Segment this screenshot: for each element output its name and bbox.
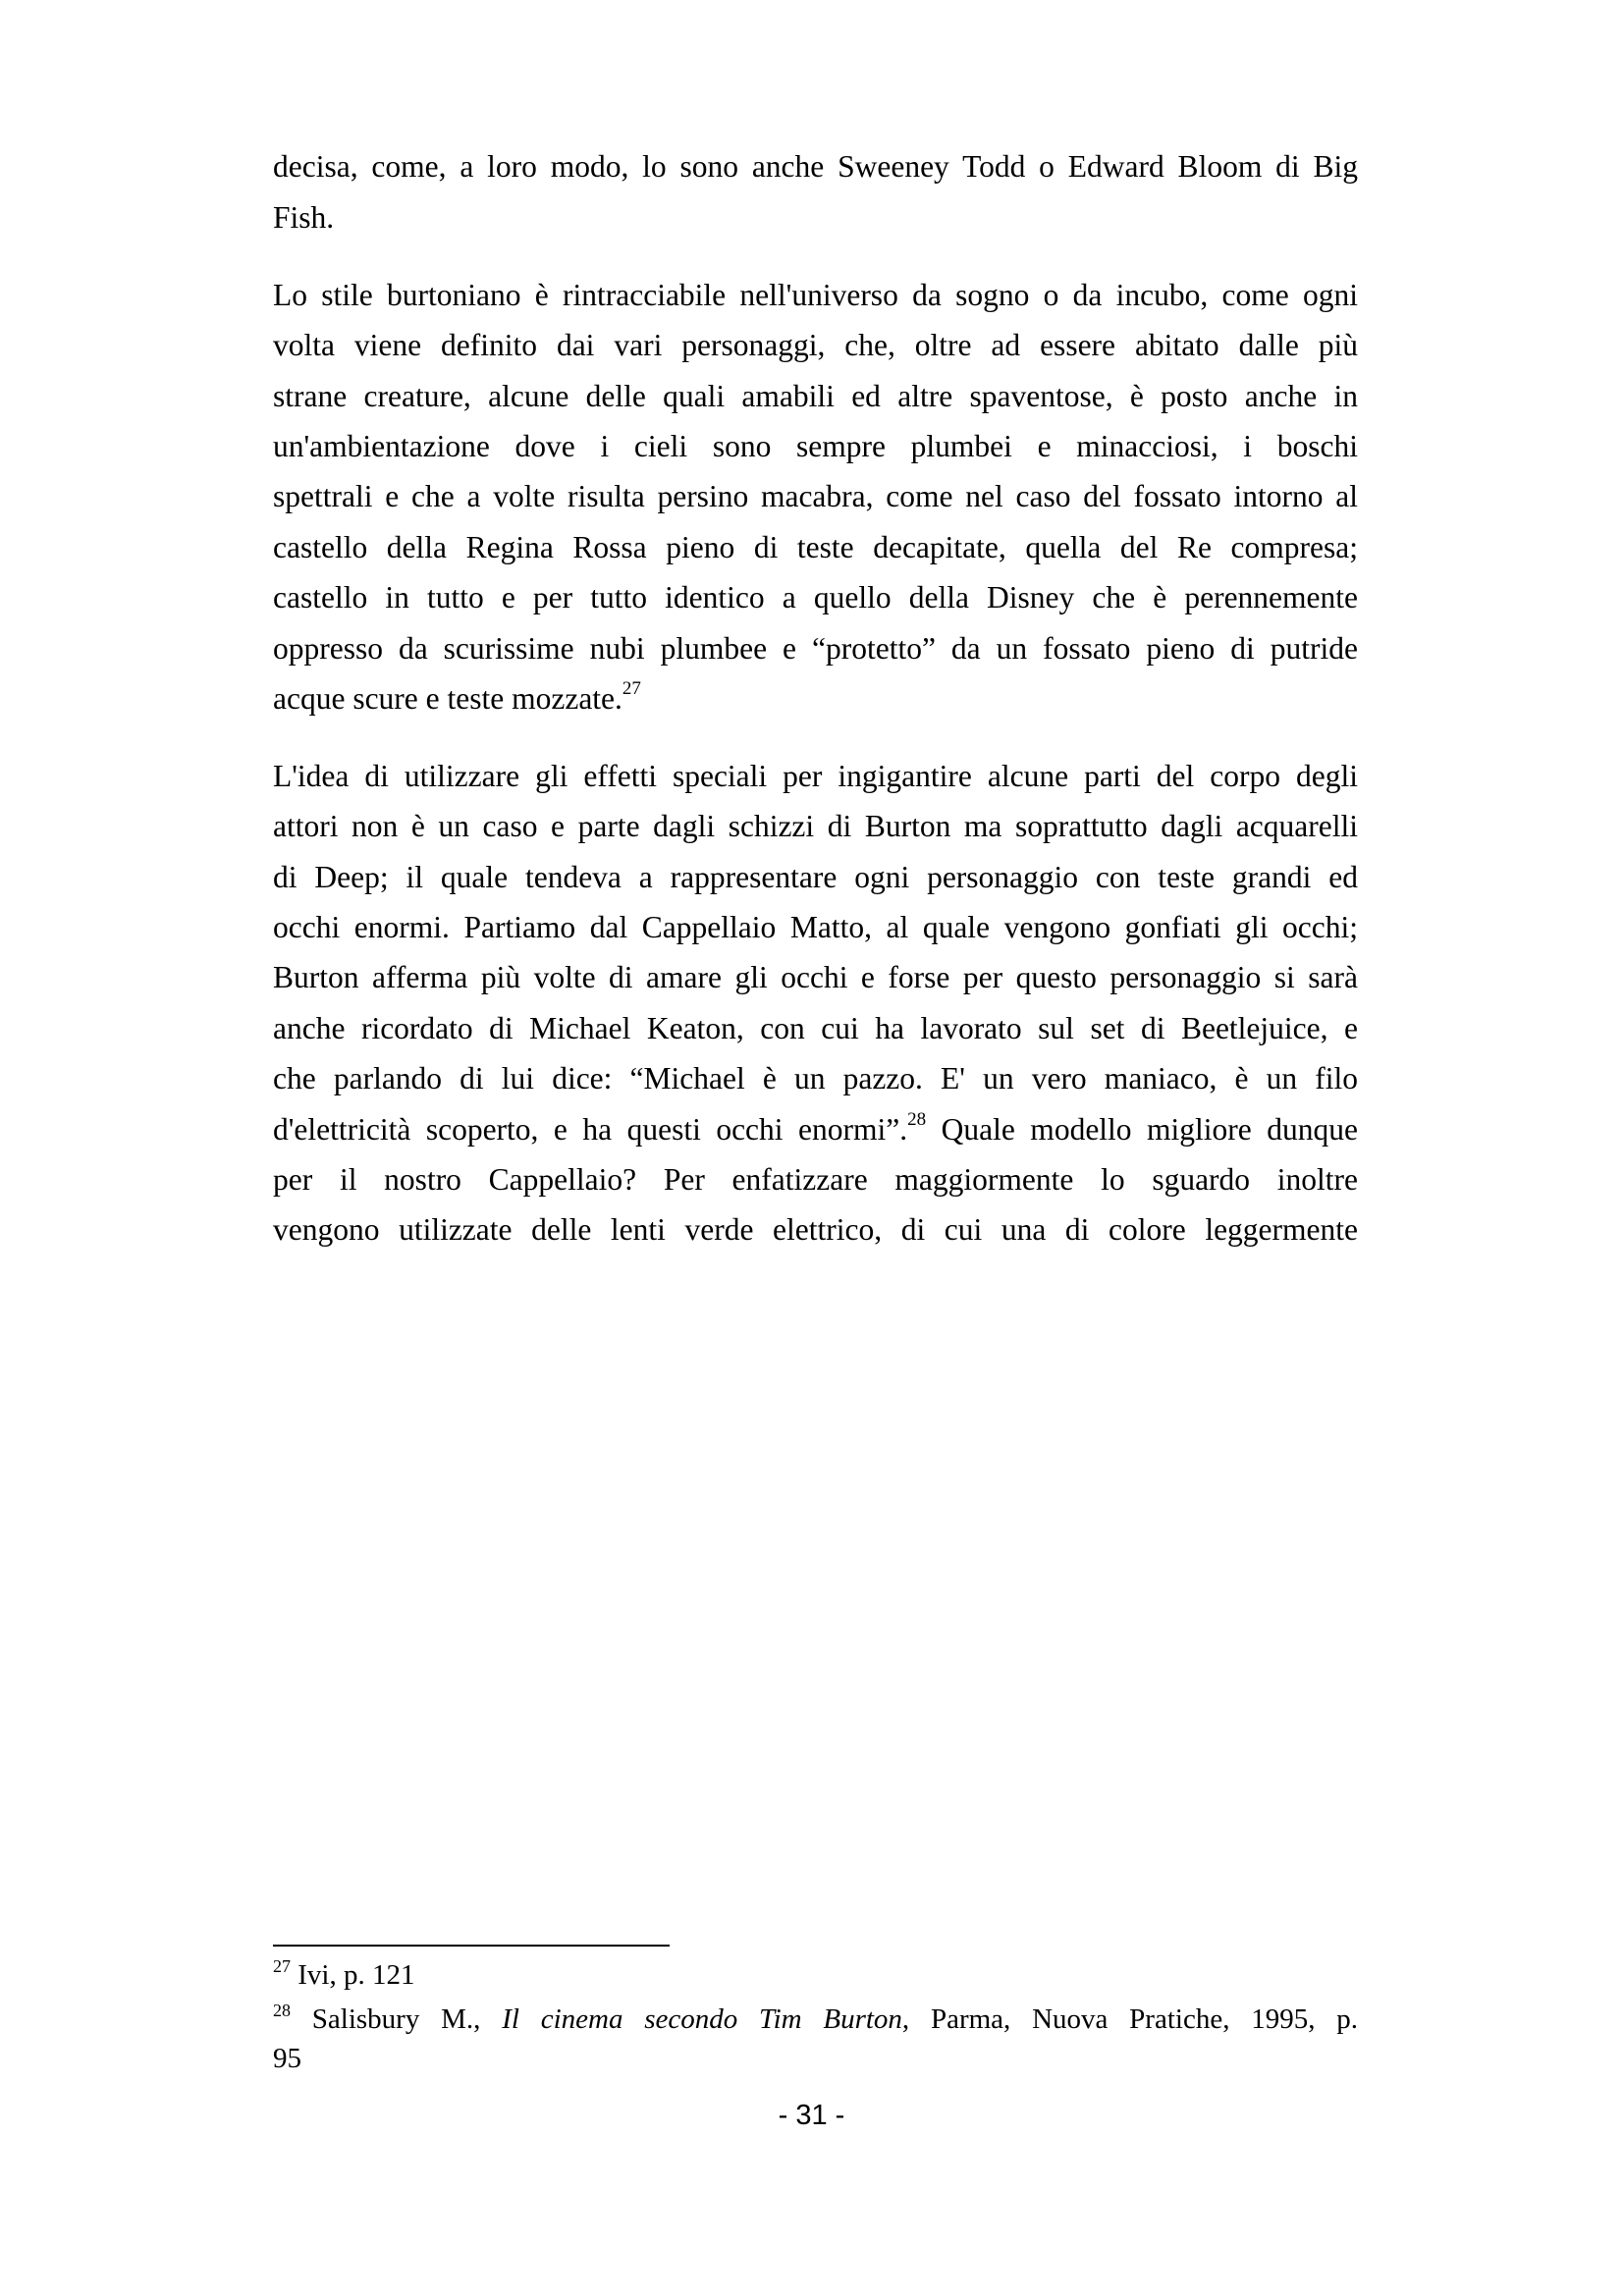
- footnote-reference: 27: [622, 678, 641, 699]
- footnote-reference: 28: [907, 1109, 927, 1130]
- body-line: un'ambientazione dove i cieli sono sempre plumbei e minacciosi, i boschi: [273, 429, 1358, 463]
- body-line-text: acque scure e teste mozzate.: [273, 681, 622, 716]
- body-line: Burton afferma più volte di amare gli occhi e forse per questo personaggio si sarà: [273, 960, 1358, 994]
- footnote-number: 27: [273, 1956, 291, 1976]
- footnote-28: [273, 2001, 1358, 2038]
- body-line: castello in tutto e per tutto identico a quello della Disney che è perennemente: [273, 580, 1358, 614]
- body-line: spettrali e che a volte risulta persino macabra, come nel caso del fossato intorno al: [273, 479, 1358, 513]
- footnote-text: Ivi, p. 121: [291, 1959, 415, 1991]
- body-line: di Deep; il quale tendeva a rappresentare ogni personaggio con teste grandi ed: [273, 860, 1358, 894]
- body-line: castello della Regina Rossa pieno di teste decapitate, quella del Re compresa;: [273, 530, 1358, 564]
- body-line: Lo stile burtoniano è rintracciabile nell'universo da sogno o da incubo, come ogni: [273, 278, 1358, 312]
- body-line: strane creature, alcune delle quali amabili ed altre spaventose, è posto anche in: [273, 379, 1358, 413]
- body-line: anche ricordato di Michael Keaton, con cui ha lavorato sul set di Beetlejuice, e: [273, 1011, 1358, 1045]
- footnote-27: [273, 1956, 1358, 1994]
- body-line: [273, 674, 1358, 723]
- footnote-number: 28: [273, 2001, 291, 2020]
- body-line: per il nostro Cappellaio? Per enfatizzare maggiormente lo sguardo inoltre: [273, 1162, 1358, 1197]
- body-line: Fish.: [273, 200, 335, 235]
- body-line: attori non è un caso e parte dagli schizzi di Burton ma soprattutto dagli acquarelli: [273, 809, 1358, 843]
- footnote-book-title: Il cinema secondo Tim Burton: [502, 2003, 902, 2035]
- body-line: occhi enormi. Partiamo dal Cappellaio Matto, al quale vengono gonfiati gli occhi;: [273, 910, 1358, 944]
- footnote-author: Salisbury M.,: [291, 2003, 503, 2035]
- body-line: volta viene definito dai vari personaggi, che, oltre ad essere abitato dalle più: [273, 328, 1358, 362]
- body-line: [273, 1105, 1358, 1154]
- body-line: che parlando di lui dice: “Michael è un pazzo. E' un vero maniaco, è un filo: [273, 1061, 1358, 1095]
- body-line-text: d'elettricità scoperto, e ha questi occhi enormi”.: [273, 1112, 908, 1147]
- body-line: oppresso da scurissime nubi plumbee e “protetto” da un fossato pieno di putride: [273, 631, 1358, 666]
- body-line: L'idea di utilizzare gli effetti speciali per ingigantire alcune parti del corpo degli: [273, 759, 1358, 793]
- body-line: vengono utilizzate delle lenti verde elettrico, di cui una di colore leggermente: [273, 1212, 1358, 1247]
- page-number: - 31 -: [778, 2100, 845, 2131]
- footnote-separator: [273, 1945, 670, 1947]
- body-line: decisa, come, a loro modo, lo sono anche Sweeney Todd o Edward Bloom di Big: [273, 149, 1358, 184]
- footnote-publication: , Parma, Nuova Pratiche, 1995, p.: [901, 2003, 1359, 2035]
- footnote-28-continuation: 95: [273, 2043, 301, 2074]
- body-line-text: Quale modello migliore dunque: [926, 1112, 1358, 1147]
